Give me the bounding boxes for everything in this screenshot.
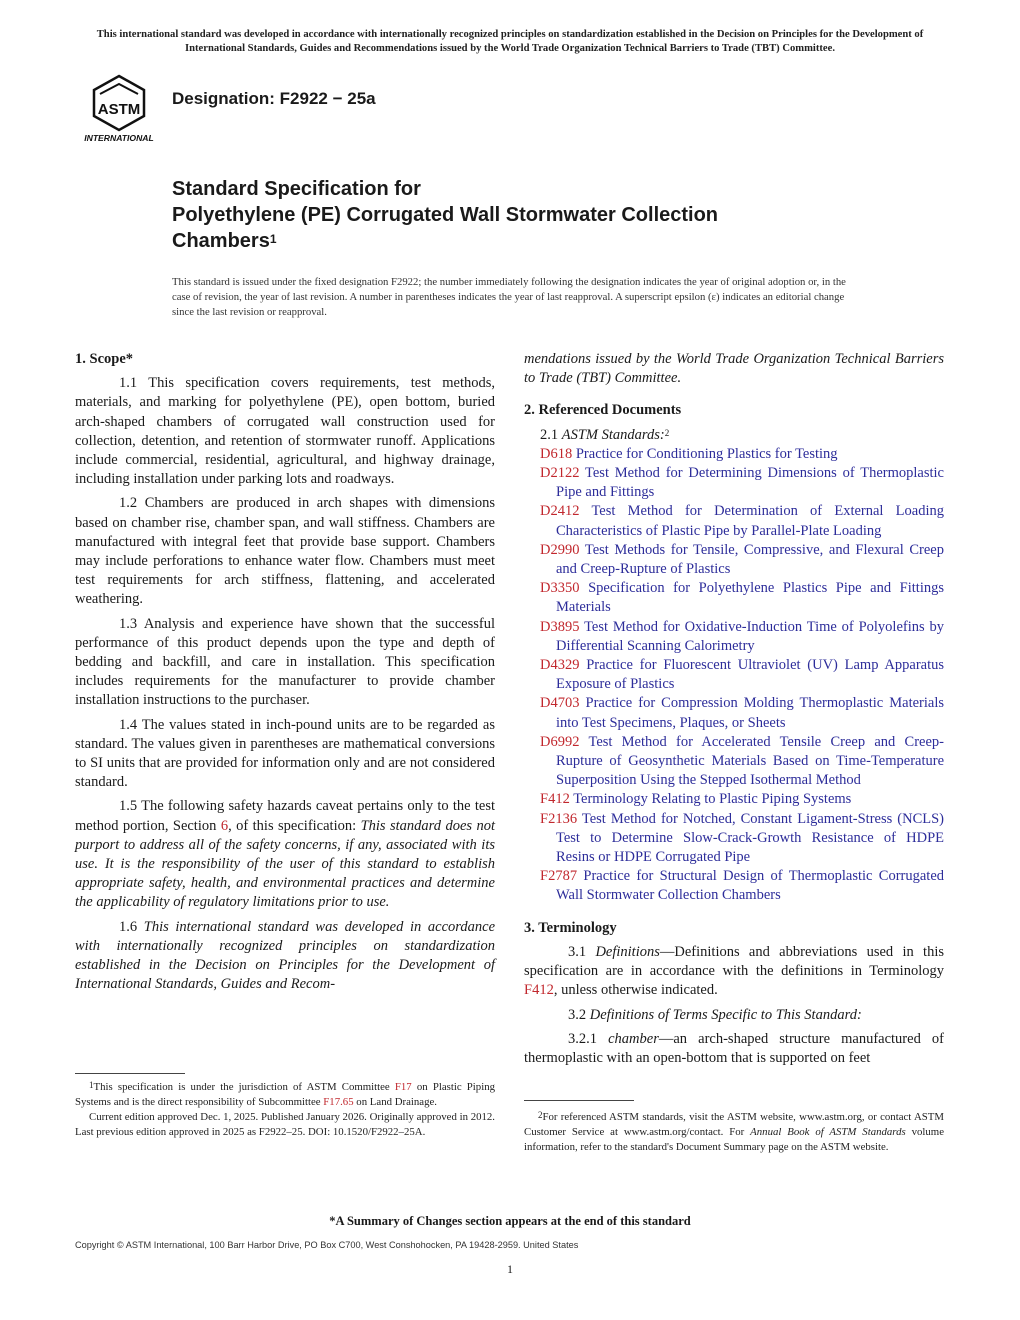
ref-item[interactable]: D4703 Practice for Compression Molding Thermoplastic Materials into Test Specimens, Plaques, or Sheets — [540, 695, 944, 731]
summary-of-changes-note: *A Summary of Changes section appears at the end of this standard — [329, 1214, 691, 1228]
para-3-2-1: 3.2.1 chamber—an arch-shaped structure manufactured of thermoplastic with an open-bottom that is supported on feet — [524, 1030, 945, 1066]
para-1-6: 1.6 This international standard was developed in accordance with internationally recognized principles on standardization established in the Decision on Principles for the Development of International Standards, Guides and Recom- — [75, 918, 496, 993]
footnote-2 — [524, 1110, 944, 1155]
committee-f17-link[interactable]: F17 — [394, 1081, 412, 1093]
ref-item[interactable]: D4329 Practice for Fluorescent Ultraviolet (UV) Lamp Apparatus Exposure of Plastics — [540, 657, 945, 693]
ref-item[interactable]: D2990 Test Methods for Tensile, Compressive, and Flexural Creep and Creep-Rupture of Plastics — [540, 541, 944, 578]
footnote-rule-left — [75, 1073, 185, 1074]
para-3-2: 3.2 Definitions of Terms Specific to This Standard: — [568, 1006, 862, 1023]
ref-item[interactable]: D3895 Test Method for Oxidative-Induction Time of Polyolefins by Differential Scanning Calorimetry — [540, 618, 944, 654]
copyright-line: Copyright © ASTM International, 100 Barr Harbor Drive, PO Box C700, West Conshohocken, PA 19428-2959. United States — [75, 1240, 579, 1250]
astm-logo — [78, 72, 160, 144]
section-3-heading: 3. Terminology — [524, 919, 617, 936]
ref-item[interactable]: D6992 Test Method for Accelerated Tensile Creep and Creep-Rupture of Geosynthetic Materials Based on Time-Temperature Superposition Using the Stepped Isothermal Method — [540, 733, 944, 789]
para-1-1: 1.1 This specification covers requirements, test methods, materials, and marking for polyethylene (PE), open bottom, buried arch-shaped chambers of corrugated wall construction used for collection, detention, and retention of stormwater runoff. Applications include commercial, residential, agricultural, and highway drainage, including installation under parking lots and roadways. — [75, 375, 495, 488]
para-1-3: 1.3 Analysis and experience have shown that the successful performance of this product depends upon the type and depth of bedding and backfill, and care in installation. This specification includes requirements for the manufacturer to provide chamber installation instructions to the purchaser. — [75, 615, 495, 709]
para-1-4: 1.4 The values stated in inch-pound units are to be regarded as standard. The values given in parentheses are mathematical conversions to SI units that are provided for information only and are not considered standard. — [75, 716, 495, 791]
fixed-designation-notice: This standard is issued under the fixed designation F2922; the number immediately following the designation indicates the year of original adoption or, in the case of revision, the year of last revision. A number in parentheses indicates the year of last reapproval. A superscript epsilon (ε) indicates an editorial change since the last revision or reapproval. — [172, 276, 846, 318]
ref-item[interactable]: F2787 Practice for Structural Design of Thermoplastic Corrugated Wall Stormwater Collection Chambers — [540, 868, 945, 904]
ref-item[interactable]: F2136 Test Method for Notched, Constant Ligament-Stress (NCLS) Test to Determine Slow-Crack-Growth Resistance of HDPE Resins or HDPE Corrugated Pipe — [540, 810, 944, 866]
title-line-2: Polyethylene (PE) Corrugated Wall Stormwater Collection — [172, 204, 719, 226]
astm-standards-subheading: 2.1 ASTM Standards:$^2$ — [540, 426, 670, 443]
logo-letters: ASTM — [97, 101, 141, 118]
para-1-5: 1.5 The following safety hazards caveat pertains only to the test method portion, Section 6, of this specification: This standard does not purport to address all of the safety concerns, if any, associated with its use. It is the responsibility of the user of this standard to establish appropriate safety, health, and environmental practices and determine the applicability of regulatory limitations prior to use. — [75, 798, 496, 911]
referenced-documents-list — [524, 426, 944, 906]
left-column — [75, 350, 495, 1000]
designation: Designation: F2922 − 25a — [172, 89, 376, 108]
title-footnote-ref[interactable]: 1 — [269, 232, 277, 246]
right-column — [524, 350, 944, 1073]
logo-subtitle: INTERNATIONAL — [84, 133, 154, 143]
section-6-link[interactable]: 6 — [220, 817, 229, 834]
ref-item[interactable]: D2122 Test Method for Determining Dimensions of Thermoplastic Pipe and Fittings — [540, 465, 944, 501]
page-number: 1 — [507, 1262, 513, 1276]
section-2-heading: 2. Referenced Documents — [524, 402, 682, 419]
para-3-1: 3.1 Definitions—Definitions and abbreviations used in this specification are in accordance with the definitions in Terminology F412, unless otherwise indicated. — [524, 943, 945, 999]
ref-item[interactable]: D3350 Specification for Polyethylene Plastics Pipe and Fittings Materials — [540, 580, 944, 616]
footnote-1-edition: Current edition approved Dec. 1, 2025. Published January 2026. Originally approved in 2012. Last previous edition approved in 2025 as F2922–25. DOI: 10.1520/F2922–25A. — [75, 1111, 495, 1138]
ref-item[interactable]: D618 Practice for Conditioning Plastics for Testing — [540, 445, 838, 462]
footnote-1-text: $^1$This specification is under the jurisdiction of ASTM Committee F17 on Plastic Piping Systems and is the direct responsibility of Subcommittee F17.65 on Land Drainage. — [75, 1080, 495, 1108]
footnote-1 — [75, 1080, 495, 1140]
para-1-6-continued: mendations issued by the World Trade Organization Technical Barriers to Trade (TBT) Committee. — [524, 351, 944, 387]
header-banner: This international standard was developed in accordance with internationally recognized principles on standardization established in the Decision on Principles for the Development of International Standards, Guides and Recommendations issued by the World Trade Organization Technical Barriers to Trade (TBT) Committee. — [96, 29, 924, 54]
ref-item[interactable]: F412 Terminology Relating to Plastic Piping Systems — [540, 791, 852, 808]
para-1-2: 1.2 Chambers are produced in arch shapes with dimensions based on chamber rise, chamber span, and wall stiffness. Chambers are manufactured with integral feet that provide base support. Chambers may include perforations to enhance water flow. Chambers must meet test requirements for arch stiffness, flattening, and accelerated weathering. — [75, 495, 495, 608]
footnote-2-text: $^2$For referenced ASTM standards, visit the ASTM website, www.astm.org, or contact ASTM Customer Service at www.astm.org/contact. For Annual Book of ASTM Standards volume information, refer to the standard's Document Summary page on the ASTM website. — [524, 1110, 944, 1153]
f412-link[interactable]: F412 — [524, 982, 554, 999]
footnote-rule-right — [524, 1100, 634, 1101]
subcommittee-f17-65-link[interactable]: F17.65 — [323, 1096, 354, 1108]
document-title — [172, 176, 932, 254]
section-1-heading: 1. Scope* — [75, 351, 133, 367]
title-line-1: Standard Specification for — [172, 178, 421, 200]
title-line-3: Chambers$^1$ — [172, 230, 277, 252]
ref-item[interactable]: D2412 Test Method for Determination of External Loading Characteristics of Plastic Pipe by Parallel-Plate Loading — [540, 503, 944, 539]
